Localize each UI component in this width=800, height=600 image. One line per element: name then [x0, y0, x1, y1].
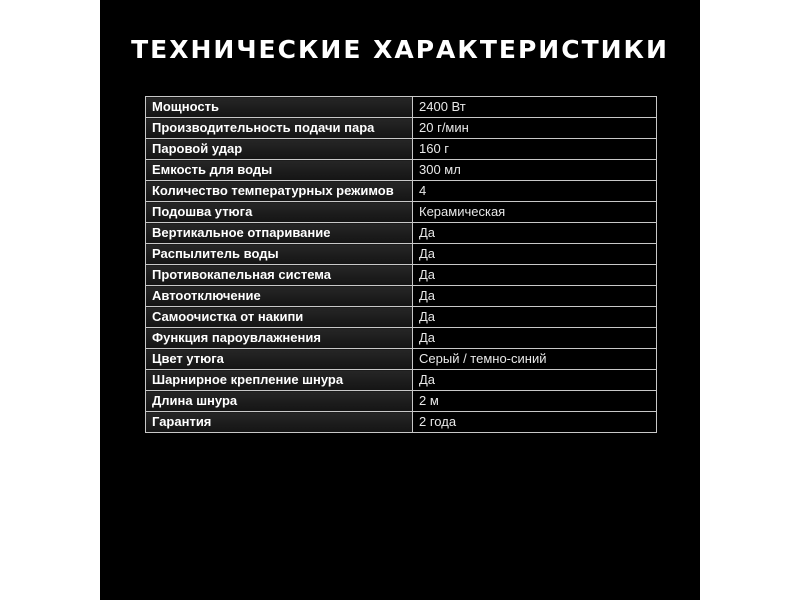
- spec-label: Производительность подачи пара: [146, 118, 413, 139]
- spec-value: Да: [413, 328, 657, 349]
- spec-label: Гарантия: [146, 412, 413, 433]
- spec-value: Да: [413, 223, 657, 244]
- spec-value: 2400 Вт: [413, 97, 657, 118]
- spec-label: Количество температурных режимов: [146, 181, 413, 202]
- table-row: [146, 202, 657, 223]
- spec-label: Распылитель воды: [146, 244, 413, 265]
- table-row: [146, 307, 657, 328]
- spec-value: Да: [413, 307, 657, 328]
- spec-label: Вертикальное отпаривание: [146, 223, 413, 244]
- spec-value: 2 м: [413, 391, 657, 412]
- spec-label: Шарнирное крепление шнура: [146, 370, 413, 391]
- spec-value: Да: [413, 286, 657, 307]
- table-row: [146, 118, 657, 139]
- spec-label: Противокапельная система: [146, 265, 413, 286]
- table-row: [146, 265, 657, 286]
- page-title: ТЕХНИЧЕСКИЕ ХАРАКТЕРИСТИКИ: [131, 35, 669, 64]
- spec-value: Керамическая: [413, 202, 657, 223]
- spec-value: 20 г/мин: [413, 118, 657, 139]
- spec-value: 300 мл: [413, 160, 657, 181]
- spec-value: Да: [413, 244, 657, 265]
- spec-value: 4: [413, 181, 657, 202]
- table-row: [146, 139, 657, 160]
- spec-label: Автоотключение: [146, 286, 413, 307]
- spec-label: Самоочистка от накипи: [146, 307, 413, 328]
- spec-label: Паровой удар: [146, 139, 413, 160]
- spec-value: Серый / темно-синий: [413, 349, 657, 370]
- spec-value: 160 г: [413, 139, 657, 160]
- spec-label: Емкость для воды: [146, 160, 413, 181]
- spec-table: [145, 96, 657, 433]
- table-row: [146, 370, 657, 391]
- spec-panel: [100, 0, 700, 600]
- spec-label: Цвет утюга: [146, 349, 413, 370]
- spec-label: Подошва утюга: [146, 202, 413, 223]
- spec-value: Да: [413, 265, 657, 286]
- table-row: [146, 97, 657, 118]
- table-row: [146, 412, 657, 433]
- table-row: [146, 181, 657, 202]
- spec-value: 2 года: [413, 412, 657, 433]
- spec-value: Да: [413, 370, 657, 391]
- table-row: [146, 160, 657, 181]
- table-row: [146, 244, 657, 265]
- table-row: [146, 286, 657, 307]
- spec-label: Мощность: [146, 97, 413, 118]
- table-row: [146, 349, 657, 370]
- table-row: [146, 391, 657, 412]
- spec-label: Длина шнура: [146, 391, 413, 412]
- spec-label: Функция пароувлажнения: [146, 328, 413, 349]
- table-row: [146, 223, 657, 244]
- table-row: [146, 328, 657, 349]
